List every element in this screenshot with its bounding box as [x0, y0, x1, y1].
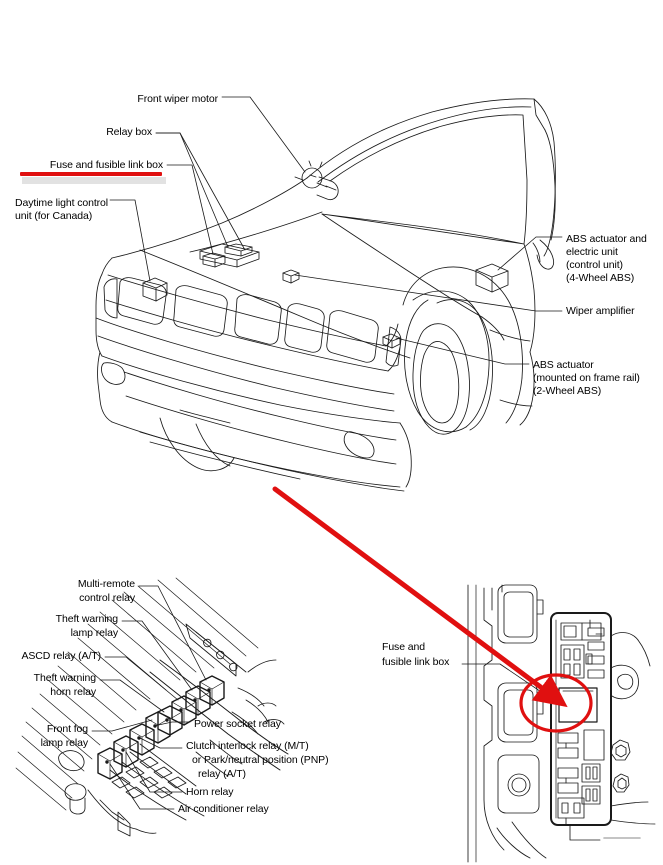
label-front-wiper-motor: Front wiper motor	[137, 93, 218, 105]
label-abs-actuator-electric-unit-line2: electric unit	[566, 246, 618, 258]
label-ascd-relay: ASCD relay (A/T)	[21, 650, 101, 662]
label-clutch-interlock-relay-line3: relay (A/T)	[198, 768, 246, 780]
label-fuse-and-fusible-link-box: Fuse and fusible link box	[49, 159, 163, 171]
label-abs-actuator-electric-unit-line1: ABS actuator and	[566, 233, 647, 245]
label-multi-remote-control-relay-line1: Multi-remote	[77, 578, 135, 590]
label-theft-warning-lamp-relay-line2: lamp relay	[70, 627, 118, 639]
label-abs-actuator-electric-unit-line4: (4-Wheel ABS)	[566, 272, 635, 284]
label-abs-actuator-frame-rail-line2: (mounted on frame rail)	[533, 372, 640, 384]
label-power-socket-relay: Power socket relay	[194, 718, 281, 730]
truck-body-outline	[96, 99, 555, 491]
label-relay-box: Relay box	[106, 126, 152, 138]
label-abs-actuator-frame-rail-line1: ABS actuator	[533, 359, 594, 371]
label-air-conditioner-relay: Air conditioner relay	[178, 803, 269, 815]
label-fuse-and-fusible-link-box-detail-line2: fusible link box	[382, 656, 450, 668]
highlight-underline-shadow	[22, 177, 166, 184]
label-wiper-amplifier: Wiper amplifier	[566, 305, 635, 317]
label-daytime-light-control-unit-line2: unit (for Canada)	[15, 210, 93, 222]
label-daytime-light-control-unit-line1: Daytime light control	[15, 197, 109, 209]
label-abs-actuator-frame-rail-line3: (2-Wheel ABS)	[533, 385, 602, 397]
label-fuse-and-fusible-link-box-detail-line1: Fuse and	[382, 641, 425, 653]
engine-bay-fuse-box-detail	[468, 585, 655, 862]
label-horn-relay: Horn relay	[186, 786, 234, 798]
label-front-fog-lamp-relay-line1: Front fog	[46, 723, 88, 735]
label-theft-warning-horn-relay-line1: Theft warning	[33, 672, 96, 684]
highlight-underline	[20, 172, 162, 176]
component-boxes-top	[143, 244, 508, 348]
label-theft-warning-lamp-relay-line1: Theft warning	[55, 613, 118, 625]
label-abs-actuator-electric-unit-line3: (control unit)	[566, 259, 623, 271]
label-clutch-interlock-relay-line1: Clutch interlock relay (M/T)	[186, 740, 309, 752]
label-multi-remote-control-relay-line2: control relay	[79, 592, 135, 604]
label-front-fog-lamp-relay-line2: lamp relay	[40, 737, 88, 749]
label-clutch-interlock-relay-line2: or Park/neutral position (PNP)	[192, 754, 329, 766]
label-theft-warning-horn-relay-line2: horn relay	[50, 686, 96, 698]
leader-lines-top	[110, 97, 562, 364]
